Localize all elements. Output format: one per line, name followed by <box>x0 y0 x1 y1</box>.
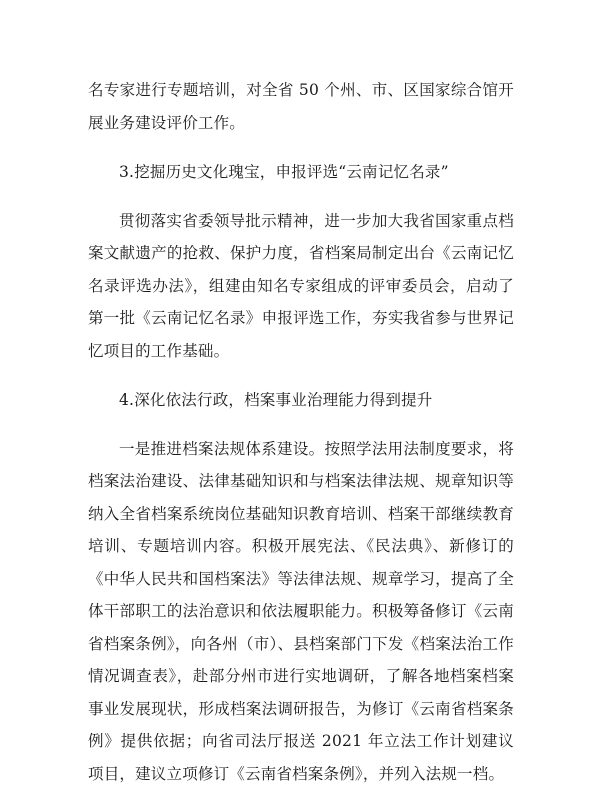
paragraph-yunnan-memory: 贯彻落实省委领导批示精神，进一步加大我省国家重点档案文献遗产的抢救、保护力度，省档案局制定出台《云南记忆名录评选办法》，组建由知名专家组成的评审委员会，启动了第一批《云南记忆名录》申报评选工作，夯实我省参与世界记忆项目的工作基础。 <box>88 205 514 368</box>
section-heading-4: 4.深化依法行政，档案事业治理能力得到提升 <box>88 384 514 417</box>
section-heading-3: 3.挖掘历史文化瑰宝，申报评选“云南记忆名录” <box>88 156 514 189</box>
paragraph-legal-system: 一是推进档案法规体系建设。按照学法用法制度要求，将档案法治建设、法律基础知识和与档案法律法规、规章知识等纳入全省档案系统岗位基础知识教育培训、档案干部继续教育培训、专题培训内容。积极开展宪法、《民法典》、新修订的《中华人民共和国档案法》等法律法规、规章学习，提高了全体干部职工的法治意识和依法履职能力。积极筹备修订《云南省档案条例》，向各州（市）、县档案部门下发《档案法治工作情况调查表》，赴部分州市进行实地调研，了解各地档案档案事业发展现状，形成档案法调研报告，为修订《云南省档案条例》提供依据；向省司法厅报送 2021 年立法工作计划建议项目，建议立项修订《云南省档案条例》，并列入法规一档。 <box>88 433 514 790</box>
paragraph-continuation: 名专家进行专题培训，对全省 50 个州、市、区国家综合馆开展业务建设评价工作。 <box>88 74 514 139</box>
document-body <box>88 74 514 790</box>
